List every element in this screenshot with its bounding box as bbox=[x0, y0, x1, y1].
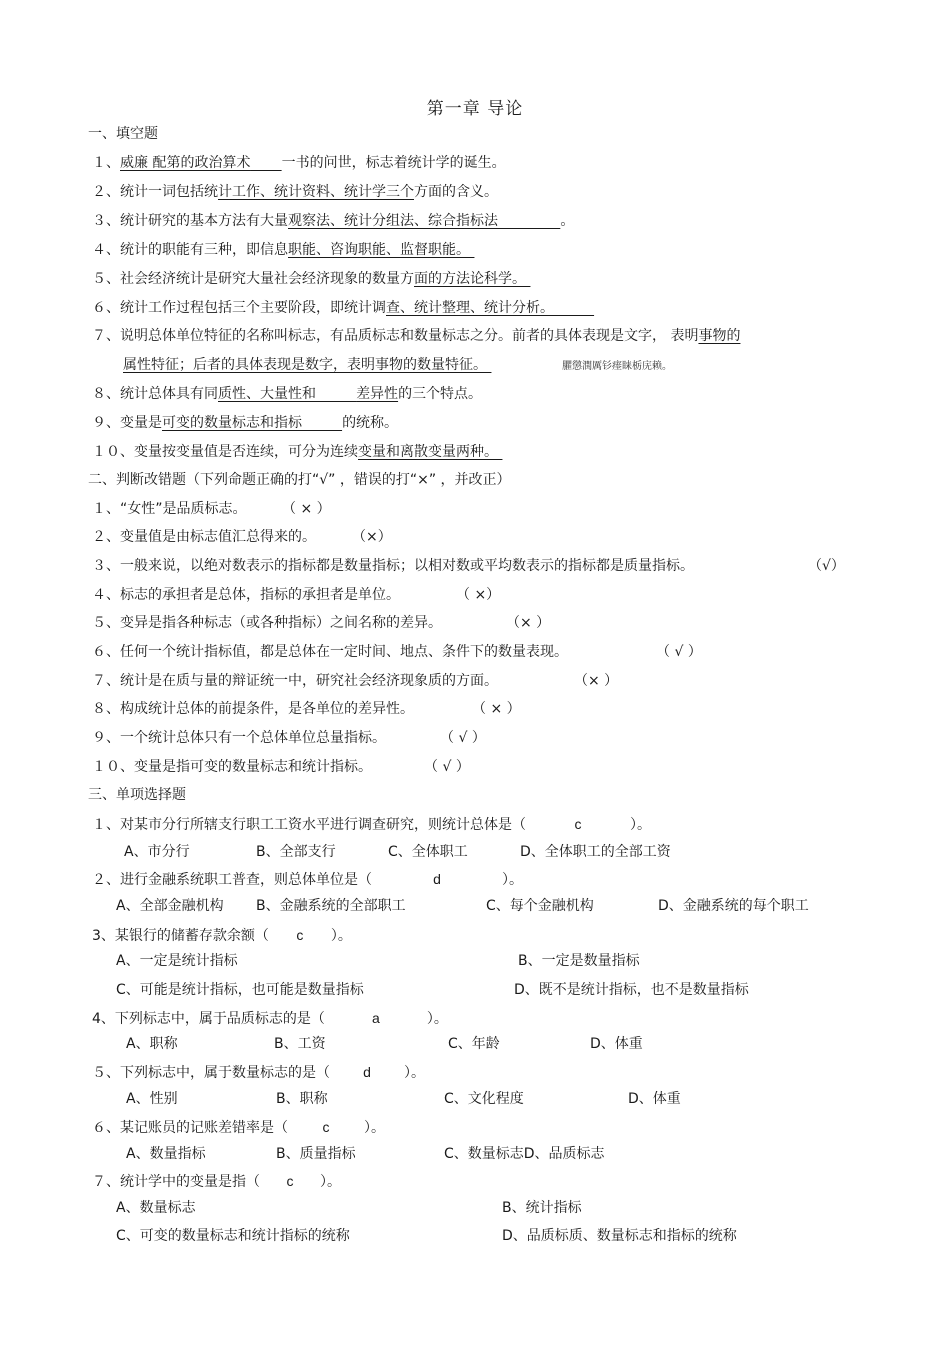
choice-1-option-a: A、市分行 bbox=[124, 844, 190, 860]
choice-6-option-cd: C、数量标志D、品质标志 bbox=[444, 1146, 605, 1162]
choice-answer-2: d bbox=[433, 871, 441, 887]
choice-answer-7: c bbox=[286, 1173, 294, 1189]
choice-7-option-a: A、数量标志 bbox=[116, 1200, 196, 1216]
judge-question-2-text: ２、变量值是由标志值汇总得来的。 bbox=[92, 529, 316, 545]
choice-2-option-b: B、金融系统的全部职工 bbox=[256, 898, 406, 914]
choice-7-option-b: B、统计指标 bbox=[502, 1200, 582, 1216]
choice-3-option-c: C、可能是统计指标，也可能是数量指标 bbox=[116, 982, 364, 998]
judge-question-8-mark: （ × ） bbox=[472, 701, 521, 717]
section-heading-judge: 二、判断改错题（下列命题正确的打“√” ，错误的打“×” ，并改正） bbox=[88, 472, 511, 488]
choice-answer-5: d bbox=[363, 1064, 371, 1080]
choice-1-option-b: B、全部支行 bbox=[256, 844, 336, 860]
judge-question-6-mark: （ √ ） bbox=[656, 644, 702, 660]
choice-question-2: ２、进行金融系统职工普查，则总体单位是（ d ）。 bbox=[92, 871, 523, 888]
choice-question-4: 4、下列标志中，属于品质标志的是（ a ）。 bbox=[92, 1010, 448, 1027]
choice-7-option-d: D、品质标质、数量标志和指标的统称 bbox=[502, 1228, 737, 1244]
judge-question-10-text: １０、变量是指可变的数量标志和统计指标。 bbox=[92, 759, 372, 775]
judge-question-3-mark: （√） bbox=[808, 558, 845, 574]
choice-question-1: １、对某市分行所辖支行职工工资水平进行调查研究，则统计总体是（ c ）。 bbox=[92, 816, 651, 833]
judge-question-8-text: ８、构成统计总体的前提条件，是各单位的差异性。 bbox=[92, 701, 414, 717]
choice-3-option-d: D、既不是统计指标，也不是数量指标 bbox=[514, 982, 749, 998]
judge-question-9-text: ９、一个统计总体只有一个总体单位总量指标。 bbox=[92, 730, 386, 746]
fill-question-1: １、威廉 配第的政治算术 一书的问世，标志着统计学的诞生。 bbox=[92, 155, 506, 171]
judge-question-7-mark: （× ） bbox=[574, 673, 619, 689]
choice-4-option-b: B、工资 bbox=[274, 1036, 326, 1052]
choice-2-option-c: C、每个金融机构 bbox=[486, 898, 594, 914]
choice-4-option-d: D、体重 bbox=[590, 1036, 643, 1052]
choice-answer-6: c bbox=[322, 1119, 330, 1135]
fill-question-7: ７、说明总体单位特征的名称叫标志，有品质标志和数量标志之分。前者的具体表现是文字， 表明事物的 bbox=[92, 328, 741, 344]
judge-question-3-text: ３、一般来说，以绝对数表示的指标都是数量指标；以相对数或平均数表示的指标都是质量指标。 bbox=[92, 558, 694, 574]
choice-answer-4: a bbox=[372, 1010, 380, 1026]
fill-question-9: ９、变量是可变的数量标志和指标 的统称。 bbox=[92, 415, 399, 431]
fill-question-6: ６、统计工作过程包括三个主要阶段，即统计调查、统计整理、统计分析。 bbox=[92, 300, 554, 316]
choice-3-option-a: A、一定是统计指标 bbox=[116, 953, 238, 969]
choice-question-7: ７、统计学中的变量是指（ c ）。 bbox=[92, 1173, 341, 1190]
choice-answer-3: c bbox=[296, 927, 304, 943]
section-heading-fill: 一、填空题 bbox=[88, 126, 158, 142]
judge-question-9-mark: （ √ ） bbox=[440, 730, 486, 746]
choice-question-6: ６、某记账员的记账差错率是（ c ）。 bbox=[92, 1119, 385, 1136]
judge-question-1-mark: （ × ） bbox=[282, 501, 331, 517]
choice-5-option-a: A、性别 bbox=[126, 1091, 178, 1107]
choice-4-option-a: A、职称 bbox=[126, 1036, 178, 1052]
section-heading-choice: 三、单项选择题 bbox=[88, 787, 186, 803]
judge-question-5-mark: （× ） bbox=[506, 615, 551, 631]
judge-question-4-mark: （ ×） bbox=[456, 587, 501, 603]
garbled-note: 臞懲潤厲钐瘗睐栃庑赖。 bbox=[562, 361, 672, 372]
choice-1-option-d: D、全体职工的全部工资 bbox=[520, 844, 671, 860]
choice-4-option-c: C、年龄 bbox=[448, 1036, 500, 1052]
judge-question-4-text: ４、标志的承担者是总体，指标的承担者是单位。 bbox=[92, 587, 400, 603]
judge-question-1-text: １、“女性”是品质标志。 bbox=[92, 501, 247, 517]
choice-5-option-c: C、文化程度 bbox=[444, 1091, 524, 1107]
choice-5-option-b: B、职称 bbox=[276, 1091, 328, 1107]
fill-question-4: ４、统计的职能有三种，即信息职能、咨询职能、监督职能。 bbox=[92, 242, 470, 258]
choice-6-option-a: A、数量指标 bbox=[126, 1146, 206, 1162]
choice-question-5: ５、下列标志中，属于数量标志的是（ d ）。 bbox=[92, 1064, 425, 1081]
choice-1-option-c: C、全体职工 bbox=[388, 844, 468, 860]
fill-question-10: １０、变量按变量值是否连续，可分为连续变量和离散变量两种。 bbox=[92, 444, 498, 460]
choice-6-option-b: B、质量指标 bbox=[276, 1146, 356, 1162]
fill-question-5: ５、社会经济统计是研究大量社会经济现象的数量方面的方法论科学。 bbox=[92, 271, 526, 287]
fill-question-2: ２、统计一词包括统计工作、统计资料、统计学三个方面的含义。 bbox=[92, 184, 498, 200]
judge-question-5-text: ５、变异是指各种标志（或各种指标）之间名称的差异。 bbox=[92, 615, 442, 631]
chapter-title: 第一章 导论 bbox=[426, 99, 524, 119]
choice-2-option-a: A、全部金融机构 bbox=[116, 898, 224, 914]
choice-2-option-d: D、金融系统的每个职工 bbox=[658, 898, 809, 914]
judge-question-10-mark: （ √ ） bbox=[424, 759, 470, 775]
judge-question-2-mark: （×） bbox=[352, 529, 392, 545]
fill-question-7-continued: 属性特征；后者的具体表现是数字，表明事物的数量特征。 bbox=[123, 357, 487, 373]
choice-answer-1: c bbox=[574, 816, 582, 832]
choice-5-option-d: D、体重 bbox=[628, 1091, 681, 1107]
judge-question-6-text: ６、任何一个统计指标值，都是总体在一定时间、地点、条件下的数量表现。 bbox=[92, 644, 568, 660]
fill-question-3: ３、统计研究的基本方法有大量观察法、统计分组法、综合指标法 。 bbox=[92, 213, 575, 229]
choice-3-option-b: B、一定是数量指标 bbox=[518, 953, 640, 969]
choice-question-3: 3、某银行的储蓄存款余额（ c ）。 bbox=[92, 927, 352, 944]
fill-question-8: ８、统计总体具有同质性、大量性和 差异性的三个特点。 bbox=[92, 386, 483, 402]
judge-question-7-text: ７、统计是在质与量的辩证统一中，研究社会经济现象质的方面。 bbox=[92, 673, 498, 689]
choice-7-option-c: C、可变的数量标志和统计指标的统称 bbox=[116, 1228, 350, 1244]
